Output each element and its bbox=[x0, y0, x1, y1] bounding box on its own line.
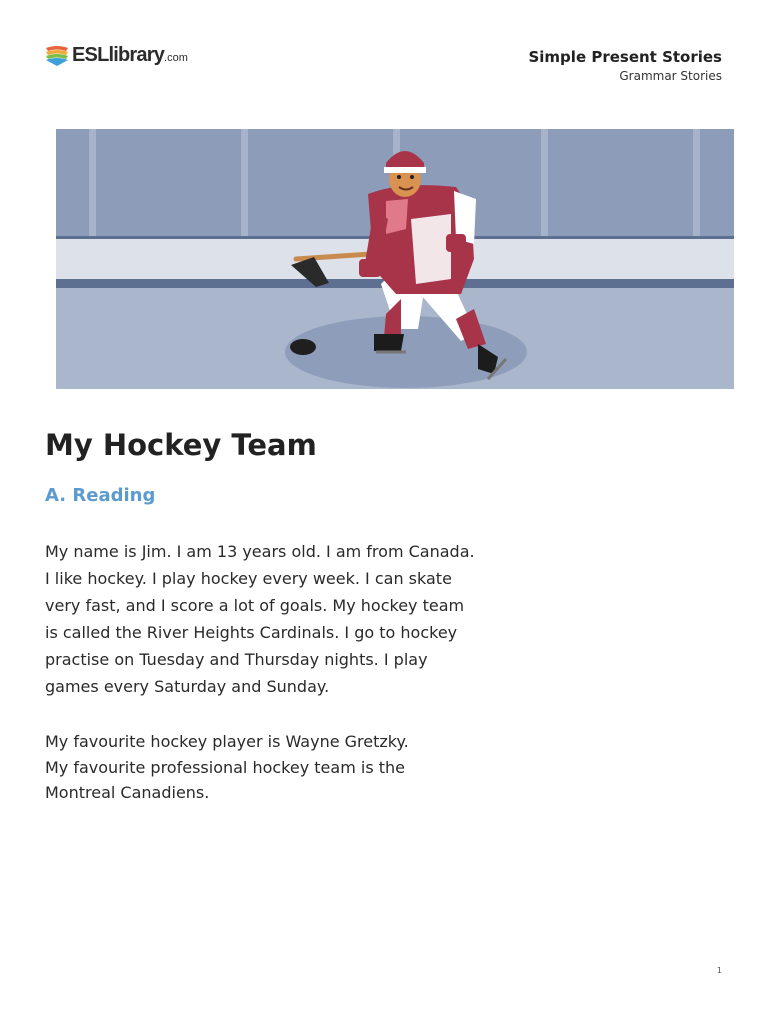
puck-icon bbox=[290, 339, 316, 355]
header-info bbox=[528, 48, 722, 83]
logo-book-icon bbox=[45, 45, 69, 67]
series-title: Simple Present Stories bbox=[528, 48, 722, 66]
logo-text: ESLlibrary.com bbox=[72, 44, 188, 66]
reading-paragraph-1: My name is Jim. I am 13 years old. I am from Canada. I like hockey. I play hockey every week. I can skate very fast, and I score a lot of goals. My hockey team is called the River Heights Cardinals. I go to hockey practise on Tuesday and Thursday nights. I play games every Saturday and Sunday. bbox=[45, 542, 475, 696]
reading-paragraph-2 bbox=[45, 729, 475, 806]
hockey-player-illustration bbox=[56, 129, 734, 389]
esl-library-logo bbox=[45, 44, 188, 67]
section-heading: A. Reading bbox=[45, 485, 156, 506]
paragraph-2-line-1: My favourite hockey player is Wayne Gretzky. bbox=[45, 732, 409, 751]
paragraph-2-line-2: My favourite professional hockey team is the Montreal Canadiens. bbox=[45, 757, 405, 802]
page-number: 1 bbox=[716, 966, 722, 975]
page-title: My Hockey Team bbox=[45, 428, 317, 462]
series-subtitle: Grammar Stories bbox=[619, 69, 722, 83]
